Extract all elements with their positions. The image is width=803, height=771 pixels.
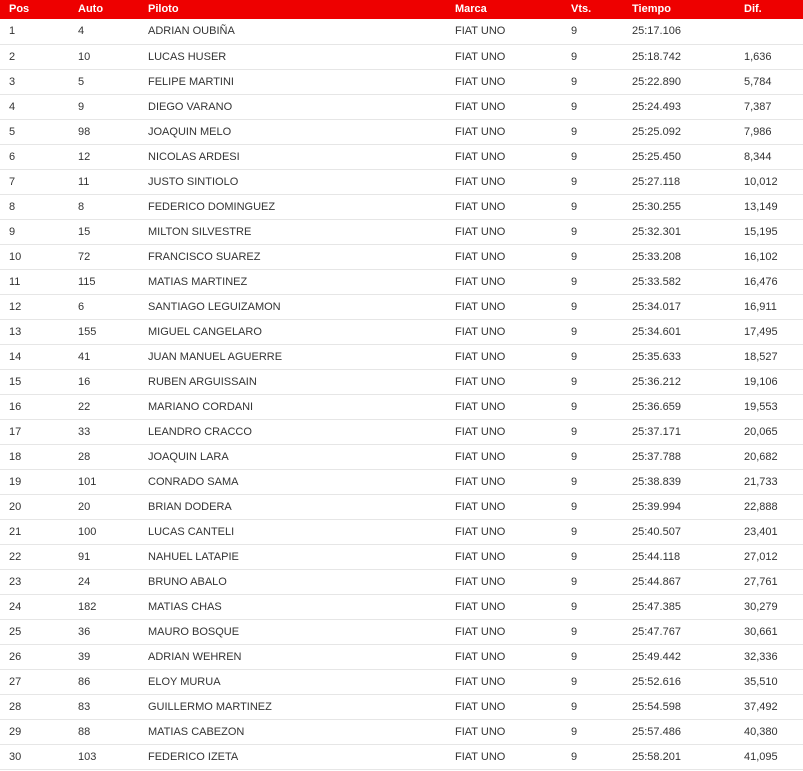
cell-marca: FIAT UNO — [455, 175, 506, 188]
table-row — [0, 719, 803, 744]
table-row — [0, 119, 803, 144]
cell-dif: 27,761 — [744, 575, 778, 588]
cell-vts: 9 — [571, 375, 578, 388]
cell-tiempo: 25:44.867 — [632, 575, 681, 588]
cell-vts: 9 — [571, 250, 578, 263]
cell-tiempo: 25:40.507 — [632, 525, 681, 538]
cell-dif: 19,553 — [744, 400, 778, 413]
cell-vts: 9 — [571, 125, 578, 138]
cell-pos: 21 — [9, 525, 22, 538]
cell-marca: FIAT UNO — [455, 600, 506, 613]
cell-tiempo: 25:32.301 — [632, 225, 681, 238]
cell-auto: 20 — [78, 500, 91, 513]
cell-marca: FIAT UNO — [455, 325, 506, 338]
cell-dif: 5,784 — [744, 75, 772, 88]
cell-marca: FIAT UNO — [455, 675, 506, 688]
cell-dif: 32,336 — [744, 650, 778, 663]
cell-piloto: ADRIAN OUBIÑA — [148, 25, 235, 38]
cell-piloto: NICOLAS ARDESI — [148, 150, 240, 163]
cell-marca: FIAT UNO — [455, 225, 506, 238]
cell-pos: 7 — [9, 175, 16, 188]
cell-piloto: JOAQUIN MELO — [148, 125, 232, 138]
cell-marca: FIAT UNO — [455, 725, 506, 738]
cell-piloto: JOAQUIN LARA — [148, 450, 229, 463]
cell-marca: FIAT UNO — [455, 275, 506, 288]
cell-auto: 103 — [78, 750, 97, 763]
cell-piloto: LUCAS HUSER — [148, 50, 227, 63]
cell-marca: FIAT UNO — [455, 25, 506, 38]
cell-piloto: GUILLERMO MARTINEZ — [148, 700, 272, 713]
table-row — [0, 694, 803, 719]
table-row — [0, 344, 803, 369]
cell-vts: 9 — [571, 450, 578, 463]
cell-auto: 4 — [78, 25, 85, 38]
cell-pos: 4 — [9, 100, 16, 113]
cell-dif: 7,387 — [744, 100, 772, 113]
cell-dif: 13,149 — [744, 200, 778, 213]
cell-piloto: ELOY MURUA — [148, 675, 221, 688]
cell-vts: 9 — [571, 100, 578, 113]
cell-marca: FIAT UNO — [455, 300, 506, 313]
cell-auto: 91 — [78, 550, 91, 563]
cell-pos: 12 — [9, 300, 22, 313]
cell-piloto: JUAN MANUEL AGUERRE — [148, 350, 283, 363]
cell-vts: 9 — [571, 400, 578, 413]
cell-pos: 9 — [9, 225, 16, 238]
cell-marca: FIAT UNO — [455, 150, 506, 163]
cell-dif: 16,911 — [744, 300, 777, 313]
cell-piloto: FRANCISCO SUAREZ — [148, 250, 261, 263]
table-row — [0, 519, 803, 544]
cell-dif: 40,380 — [744, 725, 778, 738]
cell-piloto: LUCAS CANTELI — [148, 525, 235, 538]
cell-marca: FIAT UNO — [455, 475, 506, 488]
cell-piloto: LEANDRO CRACCO — [148, 425, 252, 438]
cell-pos: 11 — [9, 275, 21, 288]
cell-pos: 16 — [9, 400, 22, 413]
cell-piloto: JUSTO SINTIOLO — [148, 175, 239, 188]
cell-auto: 41 — [78, 350, 91, 363]
cell-vts: 9 — [571, 575, 578, 588]
cell-vts: 9 — [571, 50, 578, 63]
cell-pos: 1 — [9, 25, 16, 38]
table-row — [0, 469, 803, 494]
cell-auto: 101 — [78, 475, 97, 488]
table-row — [0, 444, 803, 469]
cell-marca: FIAT UNO — [455, 350, 506, 363]
cell-marca: FIAT UNO — [455, 75, 506, 88]
cell-vts: 9 — [571, 225, 578, 238]
cell-tiempo: 25:24.493 — [632, 100, 681, 113]
cell-tiempo: 25:49.442 — [632, 650, 681, 663]
cell-vts: 9 — [571, 275, 578, 288]
cell-marca: FIAT UNO — [455, 100, 506, 113]
cell-marca: FIAT UNO — [455, 400, 506, 413]
cell-auto: 39 — [78, 650, 91, 663]
cell-tiempo: 25:38.839 — [632, 475, 681, 488]
table-row — [0, 219, 803, 244]
cell-tiempo: 25:33.208 — [632, 250, 681, 263]
cell-tiempo: 25:57.486 — [632, 725, 681, 738]
header-row — [0, 0, 803, 19]
cell-marca: FIAT UNO — [455, 200, 506, 213]
cell-tiempo: 25:37.171 — [632, 425, 681, 438]
cell-tiempo: 25:25.450 — [632, 150, 681, 163]
cell-piloto: MILTON SILVESTRE — [148, 225, 252, 238]
cell-tiempo: 25:27.118 — [632, 175, 681, 188]
table-row — [0, 744, 803, 769]
cell-tiempo: 25:34.601 — [632, 325, 681, 338]
cell-tiempo: 25:52.616 — [632, 675, 681, 688]
header-pos: Pos — [9, 3, 30, 15]
cell-tiempo: 25:33.582 — [632, 275, 681, 288]
cell-auto: 33 — [78, 425, 91, 438]
cell-marca: FIAT UNO — [455, 750, 506, 763]
cell-vts: 9 — [571, 550, 578, 563]
cell-pos: 5 — [9, 125, 16, 138]
table-row — [0, 294, 803, 319]
cell-auto: 100 — [78, 525, 97, 538]
cell-pos: 13 — [9, 325, 22, 338]
cell-pos: 20 — [9, 500, 22, 513]
table-row — [0, 369, 803, 394]
cell-tiempo: 25:22.890 — [632, 75, 681, 88]
cell-tiempo: 25:54.598 — [632, 700, 681, 713]
cell-tiempo: 25:25.092 — [632, 125, 681, 138]
table-row — [0, 394, 803, 419]
cell-piloto: MAURO BOSQUE — [148, 625, 240, 638]
cell-vts: 9 — [571, 750, 578, 763]
cell-tiempo: 25:36.659 — [632, 400, 681, 413]
cell-marca: FIAT UNO — [455, 425, 506, 438]
cell-marca: FIAT UNO — [455, 50, 506, 63]
table-row — [0, 144, 803, 169]
table-row — [0, 44, 803, 69]
cell-tiempo: 25:36.212 — [632, 375, 681, 388]
cell-pos: 17 — [9, 425, 22, 438]
cell-piloto: FELIPE MARTINI — [148, 75, 234, 88]
cell-dif: 20,682 — [744, 450, 778, 463]
table-row — [0, 619, 803, 644]
cell-auto: 24 — [78, 575, 91, 588]
table-row — [0, 319, 803, 344]
table-row — [0, 569, 803, 594]
cell-piloto: ADRIAN WEHREN — [148, 650, 242, 663]
cell-vts: 9 — [571, 525, 578, 538]
cell-piloto: SANTIAGO LEGUIZAMON — [148, 300, 281, 313]
cell-pos: 27 — [9, 675, 22, 688]
cell-dif: 17,495 — [744, 325, 778, 338]
cell-dif: 10,012 — [744, 175, 778, 188]
header-dif: Dif. — [744, 3, 762, 15]
cell-auto: 72 — [78, 250, 91, 263]
cell-auto: 10 — [78, 50, 91, 63]
cell-pos: 2 — [9, 50, 16, 63]
cell-marca: FIAT UNO — [455, 250, 506, 263]
cell-tiempo: 25:58.201 — [632, 750, 681, 763]
header-vts: Vts. — [571, 3, 592, 15]
cell-marca: FIAT UNO — [455, 450, 506, 463]
cell-tiempo: 25:34.017 — [632, 300, 681, 313]
cell-piloto: MATIAS MARTINEZ — [148, 275, 248, 288]
cell-piloto: FEDERICO DOMINGUEZ — [148, 200, 276, 213]
cell-dif: 35,510 — [744, 675, 778, 688]
cell-piloto: BRUNO ABALO — [148, 575, 227, 588]
header-piloto: Piloto — [148, 3, 179, 15]
cell-piloto: NAHUEL LATAPIE — [148, 550, 239, 563]
cell-tiempo: 25:30.255 — [632, 200, 681, 213]
table-row — [0, 494, 803, 519]
cell-auto: 28 — [78, 450, 91, 463]
cell-pos: 3 — [9, 75, 16, 88]
cell-piloto: MATIAS CHAS — [148, 600, 222, 613]
cell-piloto: MIGUEL CANGELARO — [148, 325, 262, 338]
cell-auto: 6 — [78, 300, 85, 313]
cell-marca: FIAT UNO — [455, 550, 506, 563]
cell-piloto: RUBEN ARGUISSAIN — [148, 375, 257, 388]
cell-dif: 41,095 — [744, 750, 778, 763]
cell-marca: FIAT UNO — [455, 525, 506, 538]
cell-marca: FIAT UNO — [455, 375, 506, 388]
table-row — [0, 419, 803, 444]
header-auto: Auto — [78, 3, 104, 15]
cell-piloto: MATIAS CABEZON — [148, 725, 245, 738]
table-row — [0, 544, 803, 569]
cell-tiempo: 25:47.385 — [632, 600, 681, 613]
cell-dif — [744, 19, 803, 44]
table-row — [0, 69, 803, 94]
cell-vts: 9 — [571, 150, 578, 163]
cell-tiempo: 25:44.118 — [632, 550, 681, 563]
cell-auto: 9 — [78, 100, 85, 113]
cell-auto: 86 — [78, 675, 91, 688]
cell-vts: 9 — [571, 425, 578, 438]
cell-auto: 16 — [78, 375, 91, 388]
cell-dif: 22,888 — [744, 500, 778, 513]
header-tiempo: Tiempo — [632, 3, 671, 15]
cell-piloto: FEDERICO IZETA — [148, 750, 239, 763]
cell-vts: 9 — [571, 475, 578, 488]
cell-vts: 9 — [571, 625, 578, 638]
cell-vts: 9 — [571, 175, 578, 188]
cell-pos: 24 — [9, 600, 22, 613]
cell-tiempo: 25:17.106 — [632, 25, 681, 38]
table-row — [0, 269, 803, 294]
cell-dif: 1,636 — [744, 50, 772, 63]
cell-dif: 8,344 — [744, 150, 772, 163]
cell-pos: 14 — [9, 350, 22, 363]
cell-pos: 10 — [9, 250, 22, 263]
cell-auto: 5 — [78, 75, 85, 88]
cell-pos: 22 — [9, 550, 22, 563]
cell-marca: FIAT UNO — [455, 125, 506, 138]
cell-dif: 7,986 — [744, 125, 772, 138]
cell-piloto: MARIANO CORDANI — [148, 400, 254, 413]
cell-dif: 16,102 — [744, 250, 778, 263]
cell-pos: 15 — [9, 375, 22, 388]
cell-vts: 9 — [571, 725, 578, 738]
cell-tiempo: 25:39.994 — [632, 500, 681, 513]
cell-piloto: BRIAN DODERA — [148, 500, 232, 513]
cell-dif: 18,527 — [744, 350, 778, 363]
cell-auto: 11 — [78, 175, 90, 188]
cell-vts: 9 — [571, 650, 578, 663]
cell-auto: 98 — [78, 125, 91, 138]
cell-dif: 30,279 — [744, 600, 778, 613]
cell-pos: 23 — [9, 575, 22, 588]
cell-dif: 27,012 — [744, 550, 778, 563]
cell-marca: FIAT UNO — [455, 700, 506, 713]
cell-marca: FIAT UNO — [455, 575, 506, 588]
cell-dif: 20,065 — [744, 425, 778, 438]
cell-vts: 9 — [571, 325, 578, 338]
cell-dif: 30,661 — [744, 625, 778, 638]
table-row — [0, 169, 803, 194]
cell-dif: 19,106 — [744, 375, 778, 388]
cell-marca: FIAT UNO — [455, 625, 506, 638]
cell-dif: 21,733 — [744, 475, 778, 488]
table-body — [0, 19, 803, 769]
cell-vts: 9 — [571, 700, 578, 713]
cell-dif: 16,476 — [744, 275, 778, 288]
table-row — [0, 669, 803, 694]
cell-auto: 36 — [78, 625, 91, 638]
cell-vts: 9 — [571, 300, 578, 313]
cell-vts: 9 — [571, 75, 578, 88]
cell-pos: 6 — [9, 150, 16, 163]
cell-auto: 115 — [78, 275, 96, 288]
cell-vts: 9 — [571, 200, 578, 213]
cell-auto: 12 — [78, 150, 91, 163]
cell-dif: 23,401 — [744, 525, 778, 538]
cell-pos: 18 — [9, 450, 22, 463]
cell-piloto: CONRADO SAMA — [148, 475, 239, 488]
cell-auto: 22 — [78, 400, 91, 413]
cell-pos: 25 — [9, 625, 22, 638]
cell-vts: 9 — [571, 500, 578, 513]
cell-auto: 8 — [78, 200, 85, 213]
cell-tiempo: 25:35.633 — [632, 350, 681, 363]
cell-pos: 30 — [9, 750, 22, 763]
cell-vts: 9 — [571, 350, 578, 363]
cell-dif: 37,492 — [744, 700, 778, 713]
cell-tiempo: 25:18.742 — [632, 50, 681, 63]
cell-auto: 15 — [78, 225, 91, 238]
cell-piloto: DIEGO VARANO — [148, 100, 233, 113]
table-header — [0, 0, 803, 19]
cell-auto: 155 — [78, 325, 97, 338]
cell-vts: 9 — [571, 25, 578, 38]
cell-marca: FIAT UNO — [455, 500, 506, 513]
cell-tiempo: 25:47.767 — [632, 625, 681, 638]
table-row — [0, 94, 803, 119]
cell-pos: 28 — [9, 700, 22, 713]
table-row — [0, 594, 803, 619]
cell-vts: 9 — [571, 600, 578, 613]
cell-dif: 15,195 — [744, 225, 778, 238]
cell-marca: FIAT UNO — [455, 650, 506, 663]
table-row — [0, 644, 803, 669]
cell-auto: 182 — [78, 600, 97, 613]
cell-pos: 19 — [9, 475, 22, 488]
cell-pos: 26 — [9, 650, 22, 663]
table-row — [0, 194, 803, 219]
cell-auto: 83 — [78, 700, 91, 713]
cell-tiempo: 25:37.788 — [632, 450, 681, 463]
cell-pos: 8 — [9, 200, 16, 213]
cell-vts: 9 — [571, 675, 578, 688]
cell-auto: 88 — [78, 725, 91, 738]
table-row — [0, 19, 803, 44]
table-row — [0, 244, 803, 269]
cell-pos: 29 — [9, 725, 22, 738]
header-marca: Marca — [455, 3, 487, 15]
